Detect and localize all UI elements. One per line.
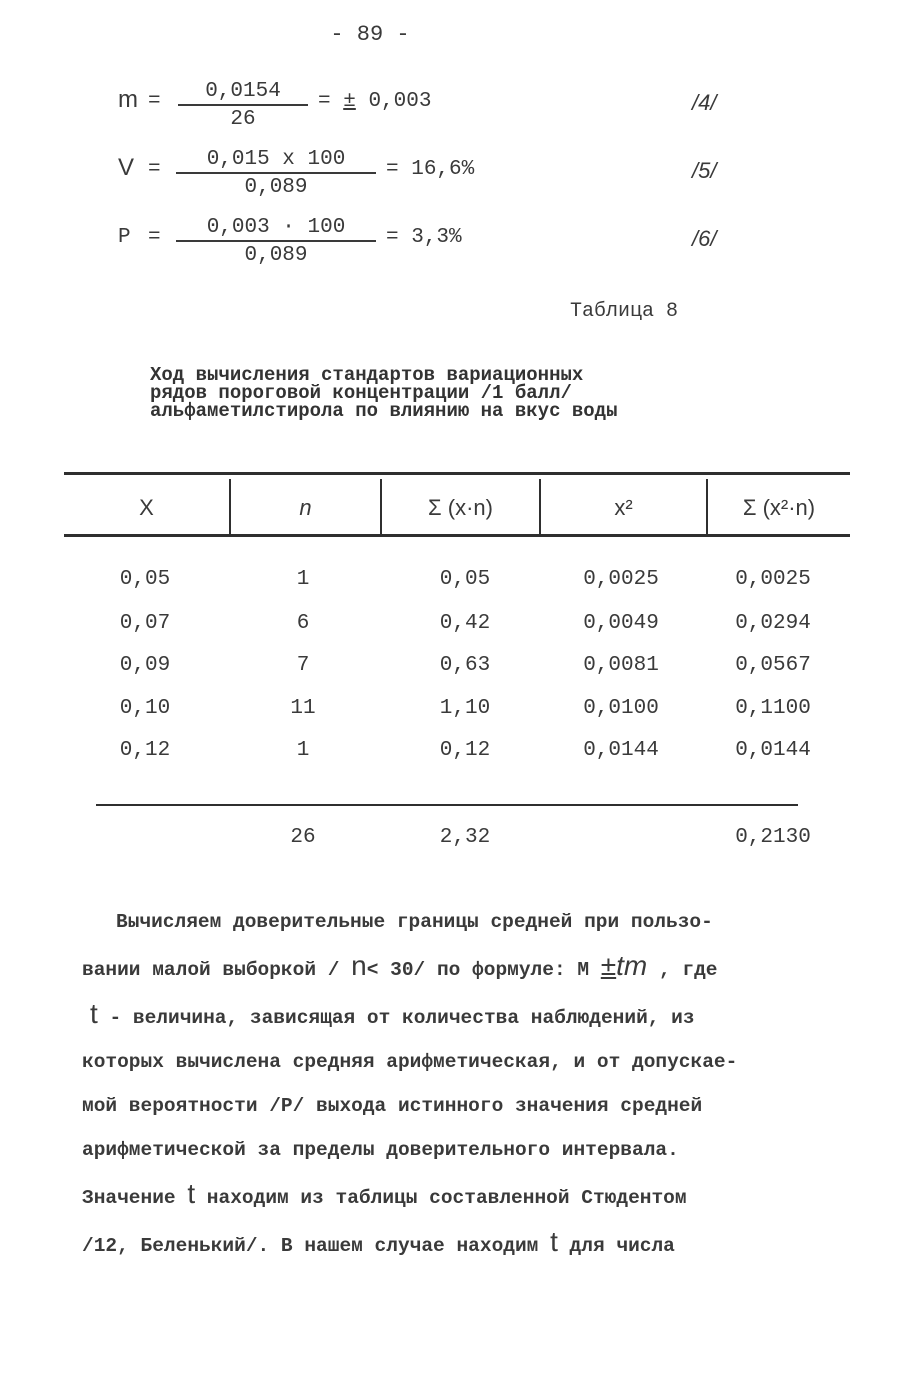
- body-paragraph: [82, 900, 852, 1268]
- table-cell: 0,12: [119, 739, 171, 762]
- table-cell: 0,0025: [583, 568, 659, 591]
- caption-line: альфаметилстирола по влиянию на вкус воды: [150, 400, 618, 422]
- text-span: вании малой выборкой /: [82, 959, 352, 981]
- table-label: Таблица 8: [570, 300, 679, 323]
- formula-equals: =: [386, 226, 399, 249]
- table-cell: 0,0049: [583, 612, 659, 635]
- table-cell: 0,10: [119, 697, 171, 720]
- formula-lhs: V: [118, 154, 135, 181]
- plus-minus-sign: ±: [343, 90, 356, 113]
- table-cell: 0,05: [439, 568, 491, 591]
- table-cell: 0,12: [439, 739, 491, 762]
- table-cell: 0,63: [439, 654, 491, 677]
- formula-denominator: 0,089: [244, 244, 308, 267]
- paragraph-line: которых вычислена средняя арифметическая, и от допускае-: [82, 1051, 738, 1073]
- text-span: - величина, зависящая от количества наблюдений, из: [97, 1007, 695, 1029]
- formula-v: [118, 148, 758, 198]
- formula-result: [386, 158, 474, 181]
- page-number: - 89 -: [330, 22, 410, 47]
- paragraph-line: [82, 1220, 852, 1268]
- total-sum-xn: 2,32: [439, 826, 491, 849]
- table-cell: 1: [296, 739, 310, 762]
- total-n: 26: [290, 826, 316, 849]
- table-cell: 0,1100: [735, 697, 811, 720]
- formula-numerator: 0,003 · 100: [176, 216, 376, 242]
- table-cell: 6: [296, 612, 310, 635]
- formula-denominator: 26: [230, 108, 256, 131]
- table-caption: [150, 366, 617, 420]
- symbol-t: t: [90, 998, 98, 1029]
- symbol-tm: tm: [616, 950, 648, 981]
- table-cell: 0,0294: [735, 612, 811, 635]
- formula-result: [386, 226, 462, 249]
- totals-rule: [96, 804, 798, 806]
- formula-fraction: [176, 148, 376, 199]
- plus-minus-sign: ±: [600, 950, 617, 981]
- table-cell: 0,0144: [735, 739, 811, 762]
- table-cell: 0,05: [119, 568, 171, 591]
- header-x: X: [139, 495, 154, 520]
- table-cell: 0,09: [119, 654, 171, 677]
- paragraph-line: мой вероятности /P/ выхода истинного значения средней: [82, 1095, 703, 1117]
- formula-value: 3,3%: [411, 226, 462, 249]
- text-span: Значение: [82, 1187, 188, 1209]
- table-cell: 0,0025: [735, 568, 811, 591]
- text-span: для числа: [557, 1235, 675, 1257]
- formula-equals: =: [148, 158, 161, 181]
- formula-m: [118, 80, 758, 130]
- table-cell: 0,0144: [583, 739, 659, 762]
- symbol-n: n: [351, 950, 367, 981]
- text-span: , где: [647, 959, 718, 981]
- paragraph-line: [82, 992, 852, 1040]
- table-top-rule: [64, 472, 850, 475]
- table-cell: 1: [296, 568, 310, 591]
- text-span: находим из таблицы составленной Стюдентом: [195, 1187, 687, 1209]
- formula-lhs: P: [118, 226, 131, 249]
- formula-lhs: m: [118, 86, 138, 113]
- formula-reference: /4/: [692, 90, 717, 115]
- header-sum-x2n: Σ (x²·n): [742, 495, 816, 520]
- paragraph-line: [82, 944, 852, 992]
- table-cell: 1,10: [439, 697, 491, 720]
- header-n: n: [299, 495, 312, 520]
- paragraph-line: [82, 1172, 852, 1220]
- table-cell: 0,0081: [583, 654, 659, 677]
- text-span: < 30/ по формуле: M: [366, 959, 601, 981]
- table-cell: 0,0567: [735, 654, 811, 677]
- table-cell: 0,42: [439, 612, 491, 635]
- formula-value: 0,003: [368, 90, 432, 113]
- table-cell: 11: [290, 697, 316, 720]
- table-cell: 7: [296, 654, 310, 677]
- header-sum-xn: Σ (x·n): [428, 495, 493, 520]
- formula-equals: =: [386, 158, 399, 181]
- formula-equals: =: [148, 90, 161, 113]
- total-sum-x2n: 0,2130: [735, 826, 811, 849]
- formula-numerator: 0,015 x 100: [176, 148, 376, 174]
- paragraph-line: Вычисляем доверительные границы средней при пользо-: [116, 911, 713, 933]
- formula-denominator: 0,089: [244, 176, 308, 199]
- text-span: /12, Беленький/. В нашем случае находим: [82, 1235, 551, 1257]
- formula-numerator: 0,0154: [178, 80, 308, 106]
- formula-equals: =: [148, 226, 161, 249]
- symbol-t: t: [550, 1226, 558, 1257]
- formula-reference: /5/: [692, 158, 717, 183]
- header-x-squared: x²: [614, 495, 633, 520]
- caption-line: Ход вычисления стандартов вариационных: [150, 364, 584, 386]
- formula-fraction: [178, 80, 308, 131]
- formula-result: [318, 90, 431, 113]
- table-header-rule: [64, 534, 850, 537]
- formula-p: [118, 216, 758, 266]
- formula-reference: /6/: [692, 226, 717, 251]
- formula-value: 16,6%: [411, 158, 475, 181]
- table-cell: 0,0100: [583, 697, 659, 720]
- formula-fraction: [176, 216, 376, 267]
- paragraph-line: арифметической за пределы доверительного интервала.: [82, 1139, 679, 1161]
- symbol-t: t: [187, 1178, 196, 1209]
- formula-equals: =: [318, 90, 331, 113]
- table-cell: 0,07: [119, 612, 171, 635]
- caption-line: рядов пороговой концентрации /1 балл/: [150, 382, 572, 404]
